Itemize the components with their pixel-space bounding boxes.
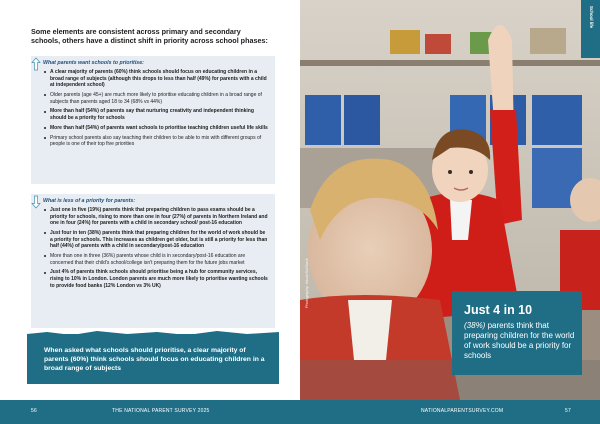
section-tab-label: School life <box>589 6 594 29</box>
callout-body <box>464 321 576 361</box>
bullet-item: Just 4% of parents think schools should prioritise being a hub for community services, rising to 10% in London. London parents are much more likely to prioritise wanting schools to provide food banks (12% London vs 3% UK) <box>43 269 269 289</box>
banner-text: When asked what schools should prioritise, a clear majority of parents (60%) think schools should focus on educating children in a broad range of subjects <box>44 347 265 372</box>
bullet-item: More than half (54%) of parents say that nurturing creativity and independent thinking should be a priority for schools <box>43 108 269 121</box>
bullet-item: More than half (54%) of parents want schools to prioritise teaching children useful life skills <box>43 125 269 132</box>
website-url: NATIONALPARENTSURVEY.COM <box>421 408 504 414</box>
arrow-up-icon <box>31 57 41 71</box>
stat-callout <box>452 291 582 375</box>
left-page <box>0 0 300 400</box>
less-priority-title: What is less of a priority for parents: <box>43 198 136 204</box>
quote-banner <box>27 334 279 384</box>
bullet-item: Older parents (age 45+) are much more likely to prioritise educating children in a broad range of subjects than parents aged 18 to 34 (68% vs 44%) <box>43 92 269 105</box>
callout-percent: (38%) <box>464 321 486 330</box>
section-tab <box>581 0 600 58</box>
photo-credit: Photography: Istock/SolStock <box>305 258 309 308</box>
callout-text: parents think that preparing children for the world of work should be a priority for schools <box>464 321 575 360</box>
bullet-item: Just four in ten (38%) parents think that preparing children for the world of work should be a priority for schools. This increases as children get older, but is still a priority for less than half (44%) of parents with a child in secondary/post-16 education <box>43 230 269 250</box>
bullet-item: Just one in five (19%) parents think that preparing children to pass exams should be a priority for schools, rising to more than one in four (27%) of parents in Northern Ireland and one in four (24%) for parents with a child in secondary school/ post-16 education <box>43 207 269 227</box>
bullet-item: Primary school parents also say teaching their children to be able to mix with different groups of people is one of their top five priorities <box>43 135 269 148</box>
less-priority-panel <box>31 194 275 328</box>
less-priority-list <box>43 207 269 292</box>
page-number-right: 57 <box>565 408 571 414</box>
intro-text: Some elements are consistent across primary and secondary schools, others have a distinct shift in priority across school phases: <box>31 27 268 45</box>
wants-panel <box>31 56 275 184</box>
arrow-down-icon <box>31 195 41 209</box>
bullet-item: More than one in three (36%) parents whose child is in secondary/post-16 education are concerned that their child's school/college isn't preparing them for the future jobs market <box>43 253 269 266</box>
page-footer <box>0 400 600 424</box>
bullet-item: A clear majority of parents (60%) think schools should focus on educating children in a broad range of subjects (although this drops to less than half (49%) for parents with a child at independent school) <box>43 69 269 89</box>
wants-panel-title: What parents want schools to prioritise: <box>43 60 144 66</box>
callout-headline: Just 4 in 10 <box>464 303 533 317</box>
wants-list <box>43 69 269 151</box>
page-number-left: 56 <box>31 408 37 414</box>
publication-title: THE NATIONAL PARENT SURVEY 2025 <box>112 408 210 414</box>
banner-torn-edge <box>27 330 279 338</box>
